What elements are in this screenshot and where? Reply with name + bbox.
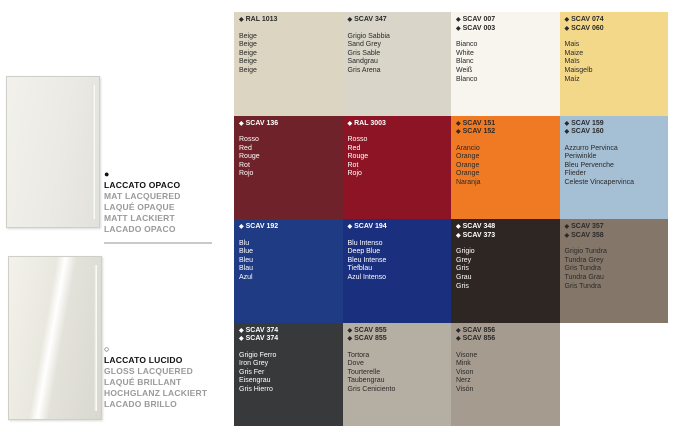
swatch-color-name: Weiß [456, 66, 473, 74]
swatch-color-name: Nerz [456, 377, 471, 385]
diamond-icon: ◆ [239, 327, 244, 334]
color-swatch [451, 12, 560, 116]
swatch-color-name: Rouge [239, 153, 260, 161]
swatch-code-text: RAL 1013 [245, 16, 278, 23]
swatch-code [456, 25, 555, 34]
swatch-color-name: Azul Intenso [347, 273, 387, 281]
swatch-color-name: Beige [239, 41, 257, 49]
diamond-icon: ◆ [239, 224, 244, 230]
swatch-color-name: Gris Hierro [239, 386, 273, 394]
diamond-icon: ◆ [239, 336, 244, 343]
swatch-color-name: White [456, 49, 474, 57]
diamond-icon: ◆ [456, 232, 461, 239]
finish-mat-legend [104, 170, 181, 235]
swatch-code-text: SCAV 856 [462, 326, 496, 334]
finish-translation: MAT LACQUERED [104, 191, 181, 201]
diamond-icon: ◆ [564, 17, 570, 23]
swatch-color-name: Tortora [347, 351, 370, 359]
swatch-code [348, 223, 447, 232]
swatch-color-name: Periwinkle [564, 153, 597, 161]
swatch-code-text: SCAV 856 [462, 335, 496, 343]
swatch-code-text: SCAV 358 [571, 231, 604, 239]
swatch-code-text: SCAV 374 [245, 326, 279, 334]
swatch-color-name: Dove [347, 360, 364, 368]
swatch-names [348, 240, 447, 283]
diamond-icon: ◆ [456, 17, 461, 23]
swatch-color-name: Beige [239, 49, 257, 57]
swatch-names [456, 352, 555, 395]
color-swatch [451, 116, 560, 220]
diamond-icon: ◆ [456, 327, 461, 334]
swatch-code-text: SCAV 855 [354, 326, 387, 334]
swatch-code [456, 327, 555, 336]
color-swatch-grid [234, 12, 668, 426]
color-swatch [560, 219, 669, 323]
swatch-color-name: Rojo [239, 170, 254, 178]
swatch-code-text: SCAV 160 [571, 128, 604, 136]
swatch-code [456, 128, 555, 137]
finish-translation: GLOSS LACQUERED [104, 366, 193, 376]
swatch-code [239, 335, 338, 344]
swatch-color-name: Visone [456, 351, 478, 359]
swatch-color-name: Beige [239, 32, 257, 40]
swatch-color-name: Mais [564, 41, 580, 49]
diamond-icon: ◆ [456, 120, 461, 127]
swatch-code [456, 232, 555, 241]
swatch-code [239, 16, 338, 25]
swatch-color-name: Tundra Grau [564, 273, 604, 281]
swatch-color-name: Bleu Pervenche [564, 161, 614, 169]
diamond-icon: ◆ [347, 17, 353, 23]
swatch-color-name: Tourterelle [347, 368, 381, 376]
swatch-color-name: Grey [456, 256, 472, 264]
swatch-code [456, 120, 555, 129]
swatch-code-text: SCAV 060 [571, 24, 604, 32]
swatch-code [348, 327, 447, 336]
swatch-code-text: SCAV 374 [245, 335, 279, 343]
swatch-code-text: SCAV 194 [354, 223, 387, 230]
swatch-color-name: Grigio [456, 248, 475, 256]
finish-translation: HOCHGLANZ LACKIERT [104, 388, 208, 398]
swatch-code-text: SCAV 007 [462, 16, 496, 23]
swatch-color-name: Iron Grey [239, 360, 269, 368]
swatch-names [239, 33, 338, 76]
color-swatch [234, 323, 343, 427]
swatch-code [456, 16, 555, 25]
swatch-color-name: Red [239, 144, 252, 152]
diamond-icon: ◆ [456, 25, 461, 32]
swatch-color-name: Gris Tundra [564, 282, 602, 290]
color-swatch [560, 116, 669, 220]
swatch-code [565, 16, 664, 25]
swatch-color-name: Vison [456, 368, 474, 376]
swatch-color-name: Orange [456, 170, 480, 178]
swatch-code [456, 223, 555, 232]
swatch-code [239, 223, 338, 232]
swatch-code [565, 128, 664, 137]
finish-translation: LACADO BRILLO [104, 399, 177, 409]
swatch-color-name: Blanco [456, 75, 478, 83]
swatch-code-text: SCAV 347 [354, 16, 387, 23]
swatch-color-name: Gris Tundra [564, 265, 602, 273]
diamond-icon: ◆ [564, 224, 570, 230]
swatch-code [239, 327, 338, 336]
swatch-code-text: SCAV 855 [354, 335, 387, 343]
swatch-color-name: Azul [239, 273, 253, 281]
diamond-icon: ◆ [564, 25, 570, 32]
swatch-color-name: Gris Ceniciento [347, 386, 396, 394]
swatch-color-name: Beige [239, 58, 257, 66]
swatch-names [348, 33, 447, 76]
diamond-icon: ◆ [347, 336, 353, 343]
diamond-icon: ◆ [456, 224, 461, 230]
swatch-names [239, 240, 338, 283]
swatch-color-name: Flieder [564, 170, 586, 178]
swatch-code [456, 335, 555, 344]
swatch-code-text: SCAV 003 [462, 24, 496, 32]
gloss-marker-icon: ○ [104, 344, 110, 354]
mat-marker-icon: ● [104, 169, 110, 179]
swatch-code-text: RAL 3003 [354, 119, 386, 127]
swatch-color-name: Visón [456, 386, 474, 394]
swatch-names [348, 136, 447, 179]
swatch-names [239, 352, 338, 395]
color-swatch [343, 116, 452, 220]
swatch-color-name: Eisengrau [239, 377, 271, 385]
swatch-code [565, 223, 664, 232]
swatch-color-name: Bleu Intense [347, 256, 387, 264]
swatch-color-name: Gris Arena [347, 66, 381, 74]
diamond-icon: ◆ [347, 327, 353, 334]
swatch-color-name: Bianco [456, 41, 478, 49]
swatch-color-name: Celeste Vincapervinca [564, 179, 635, 187]
swatch-color-name: Grigio Ferro [239, 351, 277, 359]
swatch-color-name: Gris Fer [239, 368, 265, 376]
swatch-color-name: Blau [239, 265, 254, 273]
swatch-code-text: SCAV 192 [245, 223, 279, 230]
swatch-color-name: Grigio Tundra [564, 248, 607, 256]
door-edge [94, 265, 97, 411]
swatch-names [565, 145, 664, 188]
swatch-names [456, 145, 555, 188]
swatch-color-name: Orange [456, 153, 480, 161]
swatch-color-name: Taubengrau [347, 377, 385, 385]
color-swatch [451, 323, 560, 427]
swatch-color-name: Grau [456, 273, 472, 281]
swatch-code [348, 16, 447, 25]
swatch-color-name: Gris [456, 282, 469, 290]
color-swatch [560, 12, 669, 116]
swatch-color-name: Naranja [456, 179, 481, 187]
swatch-color-name: Maisgelb [564, 66, 593, 74]
color-swatch [451, 219, 560, 323]
swatch-code [565, 232, 664, 241]
swatch-code-text: SCAV 357 [571, 223, 604, 230]
color-swatch [343, 12, 452, 116]
diamond-icon: ◆ [239, 120, 244, 127]
swatch-color-name: Blu [239, 239, 250, 247]
finish-translation: MATT LACKIERT [104, 213, 175, 223]
swatch-color-name: Gris [456, 265, 469, 273]
diamond-icon: ◆ [347, 224, 353, 230]
swatch-code-text: SCAV 152 [462, 128, 496, 136]
door-sample-mat [6, 76, 100, 228]
swatch-color-name: Red [347, 144, 361, 152]
color-swatch [343, 323, 452, 427]
swatch-code [348, 335, 447, 344]
finish-name: LACCATO OPACO [104, 180, 181, 190]
swatch-color-name: Sandgrau [347, 58, 378, 66]
swatch-color-name: Tiefblau [347, 265, 373, 273]
finish-name: LACCATO LUCIDO [104, 355, 183, 365]
swatch-color-name: Grigio Sabbia [347, 32, 390, 40]
swatch-code-text: SCAV 373 [462, 231, 496, 239]
swatch-code-text: SCAV 159 [571, 119, 604, 127]
swatch-code-text: SCAV 348 [462, 223, 496, 230]
swatch-code [565, 25, 664, 34]
swatch-names [565, 248, 664, 291]
swatch-names [239, 136, 338, 179]
diamond-icon: ◆ [564, 120, 570, 127]
finish-translation: LAQUÉ BRILLANT [104, 377, 182, 387]
finish-translation: LAQUÉ OPAQUE [104, 202, 175, 212]
swatch-color-name: Mink [456, 360, 471, 368]
swatch-color-name: Rot [239, 161, 250, 169]
swatch-code [348, 120, 447, 129]
swatch-color-name: Orange [456, 161, 480, 169]
swatch-color-name: Sand Grey [347, 41, 381, 49]
diamond-icon: ◆ [239, 17, 244, 23]
diamond-icon: ◆ [564, 129, 570, 136]
swatch-code [565, 120, 664, 129]
diamond-icon: ◆ [456, 336, 461, 343]
swatch-names [565, 41, 664, 84]
swatch-color-name: Maíz [564, 75, 580, 83]
finish-gloss-legend [104, 345, 207, 410]
swatch-color-name: Rosso [239, 136, 259, 144]
swatch-color-name: Blue [239, 248, 254, 256]
diamond-icon: ◆ [456, 129, 461, 136]
swatch-code-text: SCAV 151 [462, 119, 496, 127]
swatch-color-name: Rot [347, 161, 359, 169]
swatch-color-name: Rosso [347, 136, 368, 144]
swatch-code [239, 120, 338, 129]
divider [104, 242, 212, 244]
swatch-color-name: Rojo [347, 170, 362, 178]
color-swatch [343, 219, 452, 323]
swatch-names [456, 248, 555, 291]
swatch-color-name: Beige [239, 66, 257, 74]
swatch-color-name: Maize [564, 49, 584, 57]
swatch-color-name: Maïs [564, 58, 580, 66]
swatch-color-name: Azzurro Pervinca [564, 144, 618, 152]
door-edge [92, 85, 95, 219]
swatch-names [348, 352, 447, 395]
finish-translation: LACADO OPACO [104, 224, 176, 234]
swatch-color-name: Gris Sable [347, 49, 381, 57]
swatch-color-name: Arancio [456, 144, 480, 152]
swatch-color-name: Tundra Grey [564, 256, 604, 264]
swatch-code-text: SCAV 136 [245, 119, 279, 127]
swatch-color-name: Deep Blue [347, 248, 381, 256]
swatch-color-name: Blanc [456, 58, 474, 66]
swatch-color-name: Rouge [347, 153, 369, 161]
color-swatch [234, 219, 343, 323]
door-sample-gloss [8, 256, 102, 420]
swatch-color-name: Blu Intenso [347, 239, 383, 247]
diamond-icon: ◆ [564, 232, 570, 239]
swatch-code-text: SCAV 074 [571, 16, 604, 23]
swatch-color-name: Bleu [239, 256, 254, 264]
diamond-icon: ◆ [347, 120, 353, 127]
color-swatch [234, 12, 343, 116]
swatch-names [456, 41, 555, 84]
color-swatch [234, 116, 343, 220]
